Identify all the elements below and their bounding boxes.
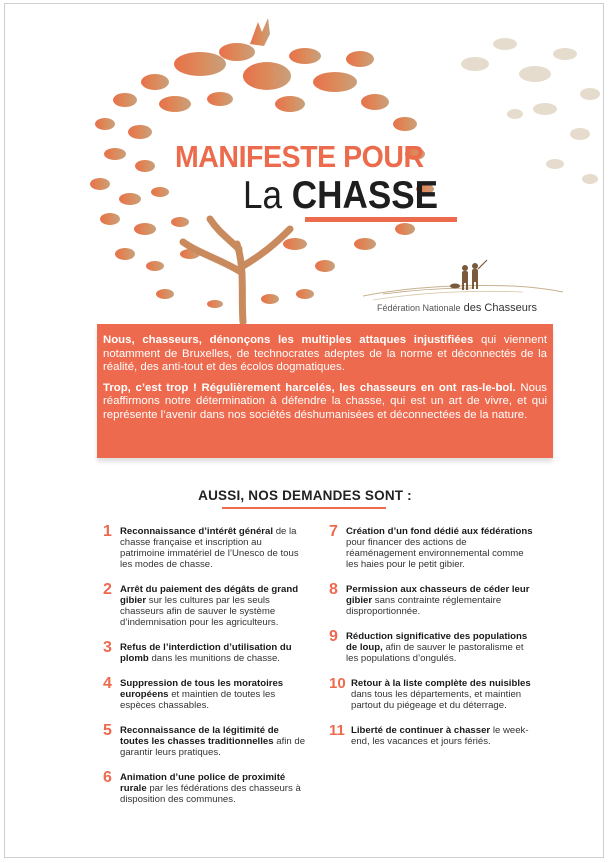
- demands-column-left: [103, 523, 308, 805]
- demand-item: [103, 675, 308, 711]
- title-la: La: [243, 174, 292, 217]
- demand-item: [329, 581, 534, 617]
- intro-p1-rest: qui viennent notamment de Bruxelles, de technocrates adeptes de la norme et déconnectés de la réalité, des anti-tout et des écolos dogmatiques.: [103, 334, 547, 374]
- demand-item: [103, 523, 308, 570]
- demand-item: [103, 639, 308, 664]
- intro-box: [97, 324, 553, 458]
- demand-number: 6: [103, 769, 112, 786]
- demand-text: et maintien de toutes les espèces chassables.: [120, 689, 276, 711]
- demand-text: sur les cultures par les seuls chasseurs afin de sauver le système d’indemnisation pour les agriculteurs.: [120, 595, 279, 628]
- demand-item: [329, 523, 534, 570]
- demand-item: [103, 769, 308, 805]
- demand-text: le week-end, les vacances et jours fériés.: [351, 725, 529, 747]
- demand-item: [103, 722, 308, 758]
- tree-trunk: [183, 219, 290, 322]
- title-chasse: CHASSE: [291, 174, 439, 217]
- demand-bold: Reconnaissance de la légitimité de toutes les chasses traditionnelles: [120, 725, 279, 747]
- demand-number: 5: [103, 722, 112, 739]
- demand-text: sans contrainte réglementaire disproportionnée.: [346, 595, 502, 617]
- fnc-logo-text: [377, 302, 537, 314]
- demand-number: 8: [329, 581, 338, 598]
- demand-bold: Animation d’une police de proximité rurale: [120, 772, 286, 794]
- title-la-chasse: [243, 174, 438, 218]
- demands-underline: [222, 507, 386, 509]
- demand-item: [103, 581, 308, 628]
- demand-bold: Suppression de tous les moratoires européens: [120, 678, 284, 700]
- demand-number: 7: [329, 523, 338, 540]
- demand-number: 3: [103, 639, 112, 656]
- demand-number: 4: [103, 675, 112, 692]
- demand-text: pour financer des actions de réaménagement environnemental comme les haies pour le petit gibier.: [346, 537, 524, 570]
- fnc-prefix: Fédération Nationale: [377, 303, 461, 313]
- demand-bold: Arrêt du paiement des dégâts de grand gibier: [120, 584, 299, 606]
- demand-text: par les fédérations des chasseurs à disposition des communes.: [120, 783, 301, 805]
- demand-bold: Permission aux chasseurs de céder leur gibier: [346, 584, 530, 606]
- demand-bold: Liberté de continuer à chasser: [351, 725, 491, 736]
- demand-text: de la chasse française et inscription au patrimoine immatériel de l’Unesco de tous les modes de chasse.: [120, 526, 299, 570]
- demand-bold: Réduction significative des populations de loup,: [346, 631, 528, 653]
- demand-text: afin de garantir leurs pratiques.: [120, 736, 306, 758]
- title-manifeste: MANIFESTE POUR: [175, 139, 424, 174]
- demand-bold: Refus de l’interdiction d’utilisation du plomb: [120, 642, 292, 664]
- intro-paragraph-1: [103, 334, 547, 375]
- demand-number: 1: [103, 523, 112, 540]
- demand-number: 11: [329, 722, 345, 739]
- demand-bold: Retour à la liste complète des nuisibles: [351, 678, 531, 689]
- fnc-name: des Chasseurs: [460, 302, 537, 314]
- pale-silhouette-cluster: [461, 38, 600, 184]
- demand-bold: Reconnaissance d’intérêt général: [120, 526, 274, 537]
- demand-number: 10: [329, 675, 346, 692]
- poster-page: [4, 3, 604, 858]
- demand-text: dans tous les départements, et maintien partout du piégeage et du déterrage.: [351, 689, 522, 711]
- demand-item: [329, 675, 534, 711]
- demand-bold: Création d’un fond dédié aux fédérations: [346, 526, 533, 537]
- intro-p2-rest: Nous réaffirmons notre détermination à défendre la chasse, qui est un art de vivre, et qui représente l’avenir dans nos sociétés déshumanisées et déconnectées de la nature.: [103, 381, 547, 421]
- demand-number: 9: [329, 628, 338, 645]
- demands-column-right: [329, 523, 534, 747]
- demand-text: dans les munitions de chasse.: [148, 653, 280, 664]
- intro-p2-bold: Trop, c’est trop ! Régulièrement harcelés, les chasseurs en ont ras-le-bol.: [103, 381, 516, 394]
- title-underline: [305, 217, 457, 222]
- intro-paragraph-2: [103, 382, 547, 423]
- demand-number: 2: [103, 581, 112, 598]
- demands-heading: AUSSI, NOS DEMANDES SONT :: [198, 488, 412, 503]
- demand-item: [329, 722, 534, 747]
- demand-item: [329, 628, 534, 664]
- intro-p1-bold: Nous, chasseurs, dénonçons les multiples attaques injustifiées: [103, 334, 474, 346]
- demand-text: afin de sauver le pastoralisme et les populations d’ongulés.: [346, 642, 524, 664]
